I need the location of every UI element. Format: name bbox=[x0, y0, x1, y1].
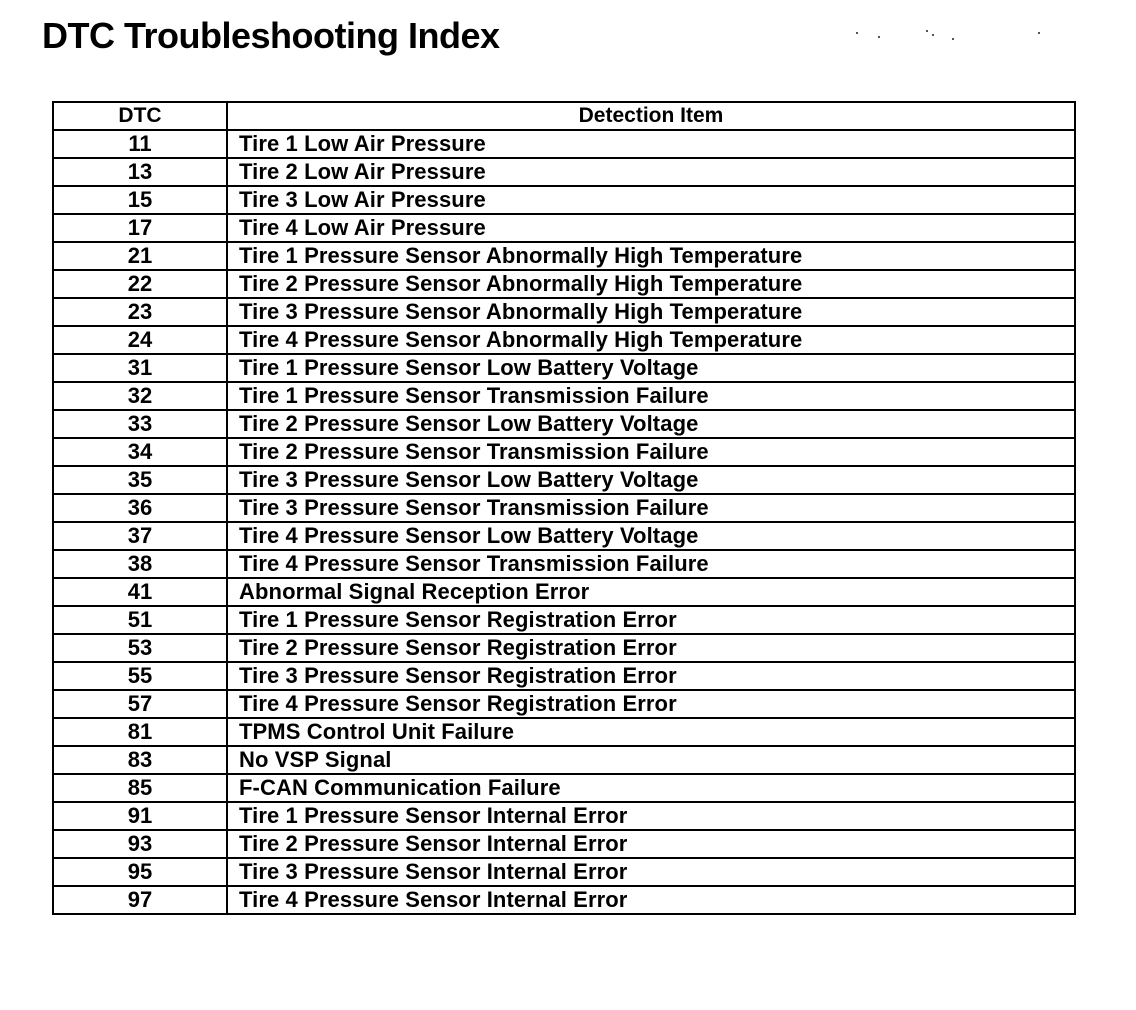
detection-item: Tire 2 Pressure Sensor Internal Error bbox=[227, 830, 1075, 858]
table-row bbox=[53, 494, 1075, 522]
table-row bbox=[53, 802, 1075, 830]
dtc-code: 53 bbox=[53, 634, 227, 662]
detection-item: Tire 3 Pressure Sensor Internal Error bbox=[227, 858, 1075, 886]
dtc-code: 22 bbox=[53, 270, 227, 298]
table-row bbox=[53, 606, 1075, 634]
table-row bbox=[53, 578, 1075, 606]
dtc-code: 51 bbox=[53, 606, 227, 634]
dtc-code: 32 bbox=[53, 382, 227, 410]
table-row bbox=[53, 186, 1075, 214]
dtc-code: 57 bbox=[53, 690, 227, 718]
table-header-row bbox=[53, 102, 1075, 130]
detection-item: Tire 1 Pressure Sensor Internal Error bbox=[227, 802, 1075, 830]
detection-item: Tire 3 Low Air Pressure bbox=[227, 186, 1075, 214]
dtc-code: 83 bbox=[53, 746, 227, 774]
dtc-code: 11 bbox=[53, 130, 227, 158]
dtc-code: 85 bbox=[53, 774, 227, 802]
dtc-code: 97 bbox=[53, 886, 227, 914]
dtc-code: 95 bbox=[53, 858, 227, 886]
dtc-code: 55 bbox=[53, 662, 227, 690]
detection-item: Abnormal Signal Reception Error bbox=[227, 578, 1075, 606]
table-row bbox=[53, 158, 1075, 186]
dtc-code: 17 bbox=[53, 214, 227, 242]
dtc-code: 81 bbox=[53, 718, 227, 746]
detection-item: Tire 1 Low Air Pressure bbox=[227, 130, 1075, 158]
detection-item: Tire 4 Low Air Pressure bbox=[227, 214, 1075, 242]
table-row bbox=[53, 410, 1075, 438]
dtc-table bbox=[52, 101, 1076, 915]
dtc-code: 93 bbox=[53, 830, 227, 858]
table-row bbox=[53, 830, 1075, 858]
table-row bbox=[53, 886, 1075, 914]
dtc-code: 34 bbox=[53, 438, 227, 466]
detection-item-column-header: Detection Item bbox=[227, 102, 1075, 130]
table-row bbox=[53, 550, 1075, 578]
dtc-code: 15 bbox=[53, 186, 227, 214]
table-row bbox=[53, 438, 1075, 466]
detection-item: Tire 4 Pressure Sensor Registration Error bbox=[227, 690, 1075, 718]
detection-item: Tire 2 Pressure Sensor Transmission Failure bbox=[227, 438, 1075, 466]
detection-item: Tire 1 Pressure Sensor Registration Error bbox=[227, 606, 1075, 634]
detection-item: Tire 3 Pressure Sensor Abnormally High Temperature bbox=[227, 298, 1075, 326]
dtc-code: 23 bbox=[53, 298, 227, 326]
detection-item: Tire 2 Pressure Sensor Low Battery Voltage bbox=[227, 410, 1075, 438]
table-row bbox=[53, 858, 1075, 886]
detection-item: No VSP Signal bbox=[227, 746, 1075, 774]
table-row bbox=[53, 522, 1075, 550]
detection-item: Tire 4 Pressure Sensor Internal Error bbox=[227, 886, 1075, 914]
dtc-code: 91 bbox=[53, 802, 227, 830]
detection-item: Tire 2 Pressure Sensor Registration Error bbox=[227, 634, 1075, 662]
table-row bbox=[53, 718, 1075, 746]
table-row bbox=[53, 214, 1075, 242]
table-row bbox=[53, 354, 1075, 382]
dtc-code: 36 bbox=[53, 494, 227, 522]
detection-item: Tire 3 Pressure Sensor Transmission Failure bbox=[227, 494, 1075, 522]
detection-item: Tire 1 Pressure Sensor Transmission Failure bbox=[227, 382, 1075, 410]
dtc-code: 37 bbox=[53, 522, 227, 550]
dtc-code: 41 bbox=[53, 578, 227, 606]
dtc-table-body bbox=[53, 130, 1075, 914]
dtc-code: 13 bbox=[53, 158, 227, 186]
detection-item: F-CAN Communication Failure bbox=[227, 774, 1075, 802]
detection-item: Tire 3 Pressure Sensor Low Battery Voltage bbox=[227, 466, 1075, 494]
dtc-code: 31 bbox=[53, 354, 227, 382]
table-row bbox=[53, 382, 1075, 410]
detection-item: Tire 1 Pressure Sensor Low Battery Voltage bbox=[227, 354, 1075, 382]
dtc-code: 21 bbox=[53, 242, 227, 270]
table-row bbox=[53, 466, 1075, 494]
detection-item: TPMS Control Unit Failure bbox=[227, 718, 1075, 746]
table-row bbox=[53, 270, 1075, 298]
detection-item: Tire 1 Pressure Sensor Abnormally High Temperature bbox=[227, 242, 1075, 270]
table-row bbox=[53, 746, 1075, 774]
detection-item: Tire 4 Pressure Sensor Abnormally High Temperature bbox=[227, 326, 1075, 354]
dtc-code: 24 bbox=[53, 326, 227, 354]
table-row bbox=[53, 662, 1075, 690]
detection-item: Tire 4 Pressure Sensor Transmission Failure bbox=[227, 550, 1075, 578]
table-row bbox=[53, 774, 1075, 802]
dtc-code: 33 bbox=[53, 410, 227, 438]
detection-item: Tire 2 Low Air Pressure bbox=[227, 158, 1075, 186]
dtc-code: 35 bbox=[53, 466, 227, 494]
table-row bbox=[53, 634, 1075, 662]
table-row bbox=[53, 690, 1075, 718]
table-row bbox=[53, 326, 1075, 354]
table-row bbox=[53, 242, 1075, 270]
dtc-code: 38 bbox=[53, 550, 227, 578]
table-row bbox=[53, 298, 1075, 326]
detection-item: Tire 4 Pressure Sensor Low Battery Voltage bbox=[227, 522, 1075, 550]
table-row bbox=[53, 130, 1075, 158]
detection-item: Tire 2 Pressure Sensor Abnormally High Temperature bbox=[227, 270, 1075, 298]
page-title: DTC Troubleshooting Index bbox=[42, 15, 500, 56]
detection-item: Tire 3 Pressure Sensor Registration Error bbox=[227, 662, 1075, 690]
scan-specks bbox=[850, 28, 1050, 48]
dtc-column-header: DTC bbox=[53, 102, 227, 130]
